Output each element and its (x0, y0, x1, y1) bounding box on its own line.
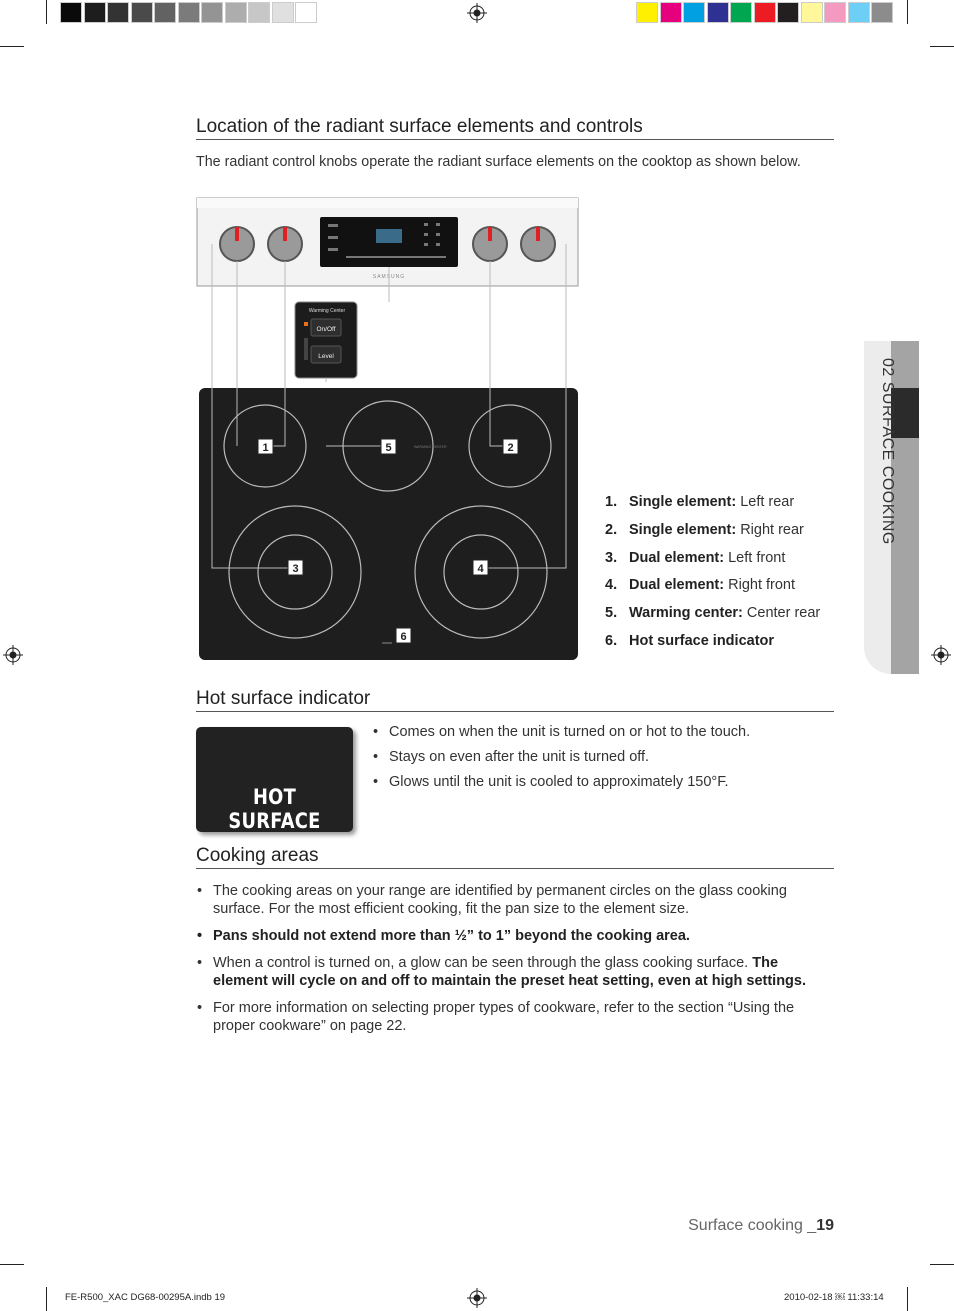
gray-swatch (225, 2, 247, 23)
brand-logo: SAMSUNG (372, 274, 406, 280)
registration-mark-icon (467, 3, 487, 23)
callout-4: 4 (477, 563, 484, 575)
chapter-tab-label: 02 SURFACE COOKING (879, 358, 896, 545)
gray-swatch (60, 2, 82, 23)
page-number: 19 (816, 1217, 834, 1234)
footer-label: Surface cooking _ (688, 1217, 817, 1234)
crop-mark (0, 1264, 24, 1265)
legend-description: Left front (724, 549, 786, 566)
crop-mark (907, 0, 908, 24)
legend-description: Center rear (742, 605, 821, 622)
element-legend (605, 492, 820, 659)
gray-swatch (248, 2, 270, 23)
registration-mark-icon (3, 645, 23, 665)
legend-term: Single element: (629, 521, 737, 538)
list-item: • Pans should not extend more than ½” to 1” beyond the cooking area. (197, 927, 834, 945)
gray-swatch (131, 2, 153, 23)
color-swatch (871, 2, 893, 23)
gray-swatch (295, 2, 317, 23)
list-item-emphasis: The element will cycle on and off to maintain the preset heat setting, even at high settings. (213, 955, 806, 989)
color-swatch (848, 2, 870, 23)
legend-number: 4. (605, 577, 618, 594)
color-swatch (754, 2, 776, 23)
section-rule (196, 139, 834, 140)
callout-1: 1 (262, 442, 269, 454)
callout-6: 6 (400, 631, 407, 643)
list-item: • Comes on when the unit is turned on or hot to the touch. (373, 724, 833, 740)
legend-number: 2. (605, 521, 618, 538)
list-item-text: When a control is turned on, a glow can be seen through the glass cooking surface. (213, 955, 753, 971)
legend-item (605, 520, 820, 548)
legend-number: 5. (605, 605, 618, 622)
color-swatch (707, 2, 729, 23)
section-rule (196, 711, 834, 712)
crop-mark (46, 1287, 47, 1311)
gray-swatch (154, 2, 176, 23)
slug-date: 2010-02-18 ￼ 11:33:14 (784, 1292, 884, 1303)
level-label: Level (318, 353, 334, 360)
legend-number: 3. (605, 549, 618, 566)
list-item: • Glows until the unit is cooled to approximately 150°F. (373, 774, 833, 790)
crop-mark (930, 1264, 954, 1265)
list-item: • For more information on selecting proper types of cookware, refer to the section “Using the proper cookware” on page 22. (197, 999, 834, 1035)
knob-left-2 (268, 227, 302, 261)
section-title-cooking-areas: Cooking areas (196, 845, 319, 866)
indicator-led (304, 322, 308, 326)
legend-item (605, 492, 820, 520)
page-footer (688, 1217, 834, 1235)
list-item: • Stays on even after the unit is turned off. (373, 749, 833, 765)
warming-control-title: Warming Center (308, 308, 346, 314)
gray-swatch (201, 2, 223, 23)
legend-term: Warming center: (629, 605, 743, 622)
knob-right-1 (473, 227, 507, 261)
list-item: • The cooking areas on your range are identified by permanent circles on the glass cooking surface. For the most efficient cooking, fit the pan size to the element size. (197, 882, 834, 918)
crop-mark (46, 0, 47, 24)
section-title-location: Location of the radiant surface elements and controls (196, 116, 643, 137)
gray-swatch (272, 2, 294, 23)
hot-surface-light (382, 642, 392, 644)
legend-item (605, 575, 820, 603)
section-intro: The radiant control knobs operate the radiant surface elements on the cooktop as shown below. (196, 154, 801, 170)
legend-item (605, 631, 820, 659)
color-swatch (777, 2, 799, 23)
section-title-hot-surface: Hot surface indicator (196, 688, 371, 709)
crop-mark (0, 46, 24, 47)
callout-5: 5 (385, 442, 392, 454)
hot-surface-badge (196, 727, 353, 832)
cooktop-diagram (196, 196, 582, 664)
color-swatch (636, 2, 658, 23)
legend-description: Right front (724, 577, 796, 594)
legend-term: Dual element: (629, 577, 725, 594)
control-panel-top (197, 198, 578, 208)
knob-right-2 (521, 227, 555, 261)
onoff-label: On/Off (316, 326, 336, 333)
color-swatch (660, 2, 682, 23)
legend-number: 1. (605, 494, 618, 510)
crop-mark (907, 1287, 908, 1311)
color-swatch (730, 2, 752, 23)
knob-left-1 (220, 227, 254, 261)
gray-swatch (178, 2, 200, 23)
color-swatch (801, 2, 823, 23)
section-rule (196, 868, 834, 869)
cooking-areas-bullets (197, 882, 834, 1035)
registration-mark-icon (467, 1288, 487, 1308)
lcd-readout (376, 229, 402, 243)
crop-mark (930, 46, 954, 47)
list-item (197, 954, 834, 990)
legend-item (605, 548, 820, 576)
hot-surface-badge-text: HOT SURFACE (228, 785, 321, 833)
slug-file: FE-R500_XAC DG68-00295A.indb 19 (65, 1292, 226, 1303)
legend-term: Dual element: (629, 549, 725, 566)
legend-term: Hot surface indicator (629, 632, 775, 649)
callout-2: 2 (507, 442, 514, 454)
warming-surface-label: WARMING CENTER (414, 445, 447, 449)
gray-swatch (107, 2, 129, 23)
glass-cooktop (199, 388, 578, 660)
legend-description: Right rear (736, 521, 804, 538)
callout-3: 3 (292, 563, 299, 575)
color-swatch (824, 2, 846, 23)
legend-description: Left rear (736, 494, 795, 510)
hot-surface-bullets (373, 724, 833, 790)
gray-swatch (84, 2, 106, 23)
color-swatch (683, 2, 705, 23)
legend-item (605, 603, 820, 631)
registration-mark-icon (931, 645, 951, 665)
legend-number: 6. (605, 632, 618, 649)
legend-term: Single element: (629, 494, 737, 510)
